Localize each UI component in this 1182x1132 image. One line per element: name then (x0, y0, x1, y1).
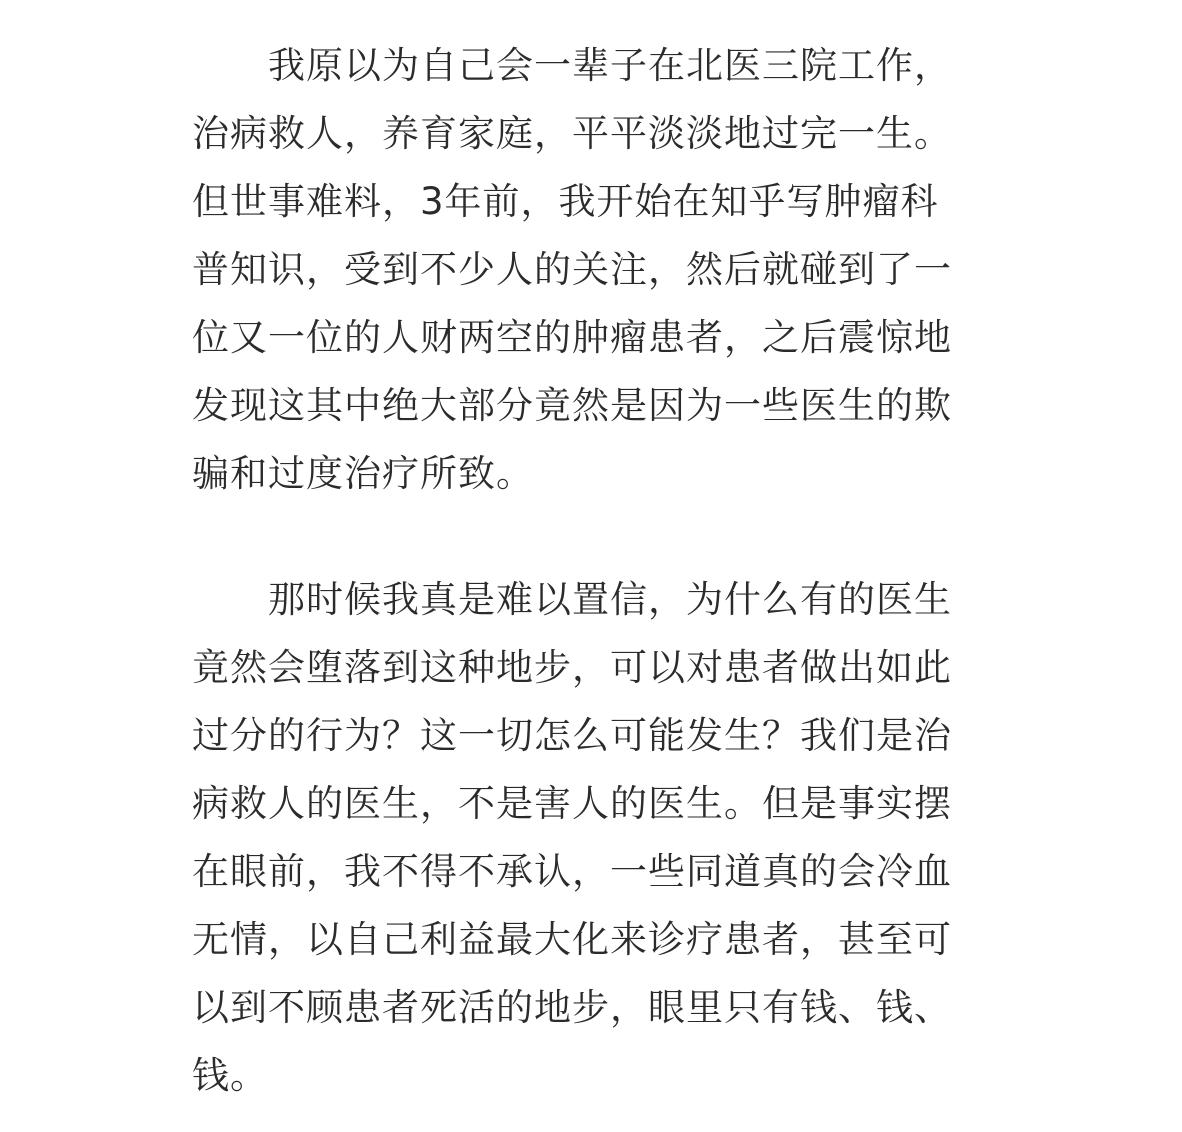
text-line: 在眼前，我不得不承认，一些同道真的会冷血 (192, 850, 952, 893)
text-line: 但世事难料，3年前，我开始在知乎写肿瘤科 (192, 180, 939, 223)
text-line: 位又一位的人财两空的肿瘤患者，之后震惊地 (192, 316, 952, 359)
text-line: 普知识，受到不少人的关注，然后就碰到了一 (192, 248, 952, 291)
text-line: 那时候我真是难以置信，为什么有的医生 (268, 578, 952, 621)
text-line: 病救人的医生，不是害人的医生。但是事实摆 (192, 782, 952, 825)
paragraph-1 (192, 32, 952, 508)
text-line: 钱。 (192, 1054, 268, 1097)
text-line: 以到不顾患者死活的地步，眼里只有钱、钱、 (192, 986, 952, 1029)
text-line: 治病救人，养育家庭，平平淡淡地过完一生。 (192, 112, 952, 155)
text-line: 我原以为自己会一辈子在北医三院工作， (268, 44, 952, 87)
paragraph-2 (192, 566, 952, 1110)
text-line: 过分的行为？这一切怎么可能发生？我们是治 (192, 714, 952, 757)
text-line: 无情，以自己利益最大化来诊疗患者，甚至可 (192, 918, 952, 961)
text-line: 竟然会堕落到这种地步，可以对患者做出如此 (192, 646, 952, 689)
text-line: 骗和过度治疗所致。 (192, 452, 534, 495)
text-line: 发现这其中绝大部分竟然是因为一些医生的欺 (192, 384, 952, 427)
